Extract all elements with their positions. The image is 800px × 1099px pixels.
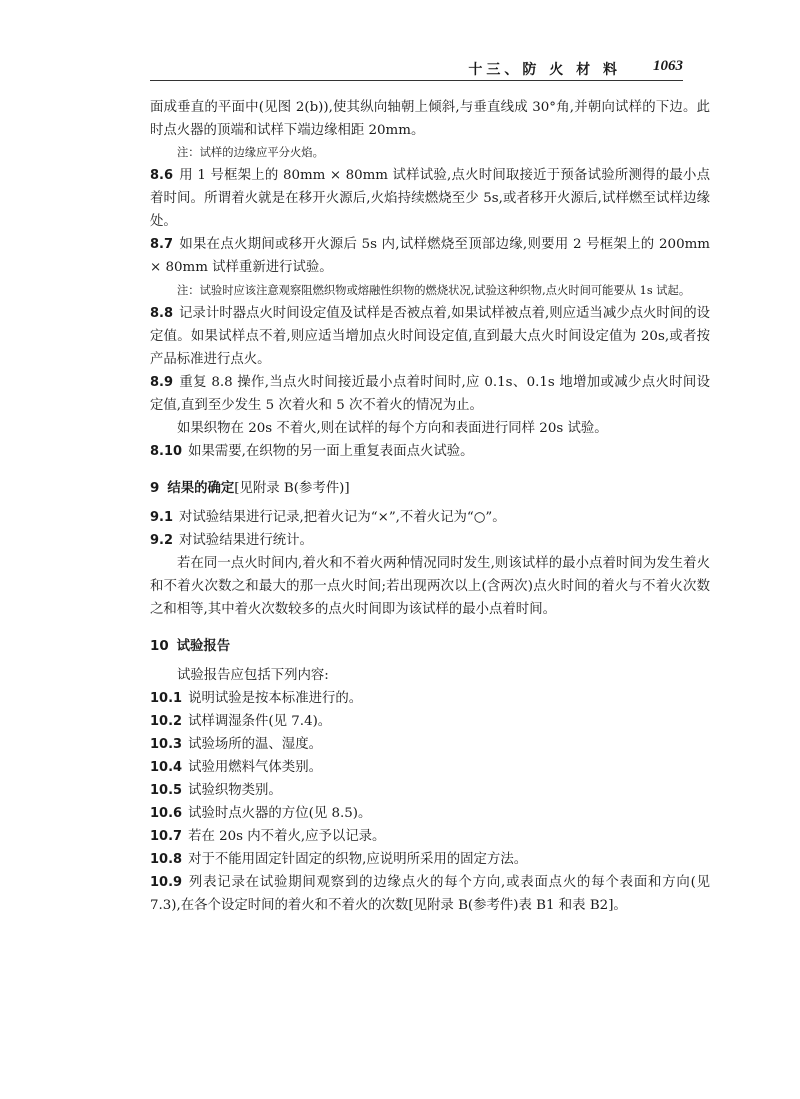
item-text: 试验织物类别。 — [188, 783, 282, 798]
item-number: 10.3 — [150, 737, 183, 752]
header-title: 十三、防 火 材 料 — [468, 62, 621, 78]
item-text: 试验用燃料气体类别。 — [188, 760, 322, 775]
item-number: 10.9 — [150, 875, 183, 890]
item-number: 10.4 — [150, 760, 183, 775]
section-title: 试验报告 — [176, 639, 231, 654]
clause-number: 8.8 — [150, 306, 174, 321]
clause-text: 重复 8.8 操作,当点火时间接近最小点着时间时,应 0.1s、0.1s 地增加或减少点火时间设定值,直到至少发生 5 次着火和 5 次不着火的情况为止。 — [150, 375, 710, 413]
paragraph: 面成垂直的平面中(见图 2(b)),使其纵向轴朝上倾斜,与垂直线成 30°角,并朝向试样的下边。此时点火器的顶端和试样下端边缘相距 20mm。 — [150, 100, 710, 138]
list-item — [150, 825, 710, 848]
clause-number: 8.7 — [150, 237, 174, 252]
list-item — [150, 871, 710, 917]
section-number: 10 — [150, 639, 169, 654]
section-heading-10 — [150, 635, 710, 658]
clause-number: 9.2 — [150, 533, 174, 548]
section-reference: [见附录 B(参考件)] — [234, 481, 350, 496]
list-item — [150, 848, 710, 871]
clause-8-10 — [150, 440, 710, 463]
item-text: 说明试验是按本标准进行的。 — [188, 691, 363, 706]
list-item — [150, 756, 710, 779]
clause-number: 8.6 — [150, 168, 174, 183]
clause-number: 9.1 — [150, 510, 174, 525]
list-item — [150, 710, 710, 733]
running-header — [150, 58, 683, 81]
clause-8-7 — [150, 233, 710, 279]
clause-number: 8.10 — [150, 444, 183, 459]
item-text: 试样调湿条件(见 7.4)。 — [188, 714, 332, 729]
page-number: 1063 — [653, 58, 683, 74]
clause-8-8 — [150, 302, 710, 371]
clause-text: 对试验结果进行记录,把着火记为“×”,不着火记为“○”。 — [179, 510, 506, 525]
item-text: 试验时点火器的方位(见 8.5)。 — [188, 806, 372, 821]
paragraph: 若在同一点火时间内,着火和不着火两种情况同时发生,则该试样的最小点着时间为发生着火和不着火次数之和最大的那一点火时间;若出现两次以上(含两次)点火时间的着火与不着火次数之和相等,其中着火次数较多的点火时间即为该试样的最小点着时间。 — [150, 556, 710, 617]
note: 注：试验时应该注意观察阻燃织物或熔融性织物的燃烧状况,试验这种织物,点火时间可能要从 1s 试起。 — [177, 284, 691, 297]
list-item — [150, 802, 710, 825]
clause-number: 8.9 — [150, 375, 174, 390]
section-heading-9 — [150, 477, 710, 500]
item-number: 10.6 — [150, 806, 183, 821]
body-text — [150, 96, 710, 917]
item-number: 10.2 — [150, 714, 183, 729]
clause-text: 对试验结果进行统计。 — [179, 533, 313, 548]
item-number: 10.1 — [150, 691, 183, 706]
clause-text: 如果在点火期间或移开火源后 5s 内,试样燃烧至顶部边缘,则要用 2 号框架上的 200mm × 80mm 试样重新进行试验。 — [150, 237, 710, 275]
clause-text: 如果需要,在织物的另一面上重复表面点火试验。 — [188, 444, 474, 459]
clause-9-1 — [150, 506, 710, 529]
item-number: 10.7 — [150, 829, 183, 844]
list-item — [150, 779, 710, 802]
item-text: 列表记录在试验期间观察到的边缘点火的每个方向,或表面点火的每个表面和方向(见 7.3),在各个设定时间的着火和不着火的次数[见附录 B(参考件)表 B1 和表 B2]。 — [150, 875, 710, 913]
item-number: 10.5 — [150, 783, 183, 798]
section-number: 9 — [150, 481, 160, 496]
list-item — [150, 733, 710, 756]
paragraph: 如果织物在 20s 不着火,则在试样的每个方向和表面进行同样 20s 试验。 — [177, 421, 608, 436]
item-number: 10.8 — [150, 852, 183, 867]
clause-8-6 — [150, 164, 710, 233]
clause-9-2 — [150, 529, 710, 552]
item-text: 对于不能用固定针固定的织物,应说明所采用的固定方法。 — [188, 852, 528, 867]
section-title: 结果的确定 — [167, 481, 235, 496]
clause-text: 用 1 号框架上的 80mm × 80mm 试样试验,点火时间取接近于预备试验所测得的最小点着时间。所谓着火就是在移开火源后,火焰持续燃烧至少 5s,或者移开火源后,试样燃至试样边缘处。 — [150, 168, 710, 229]
clause-8-9 — [150, 371, 710, 417]
clause-text: 记录计时器点火时间设定值及试样是否被点着,如果试样被点着,则应适当减少点火时间的设定值。如果试样点不着,则应适当增加点火时间设定值,直到最大点火时间设定值为 20s,或者按产品标准进行点火。 — [150, 306, 710, 367]
paragraph: 试验报告应包括下列内容: — [177, 668, 329, 683]
note: 注：试样的边缘应平分火焰。 — [177, 146, 324, 159]
item-text: 试验场所的温、湿度。 — [188, 737, 322, 752]
item-text: 若在 20s 内不着火,应予以记录。 — [188, 829, 386, 844]
list-item — [150, 687, 710, 710]
